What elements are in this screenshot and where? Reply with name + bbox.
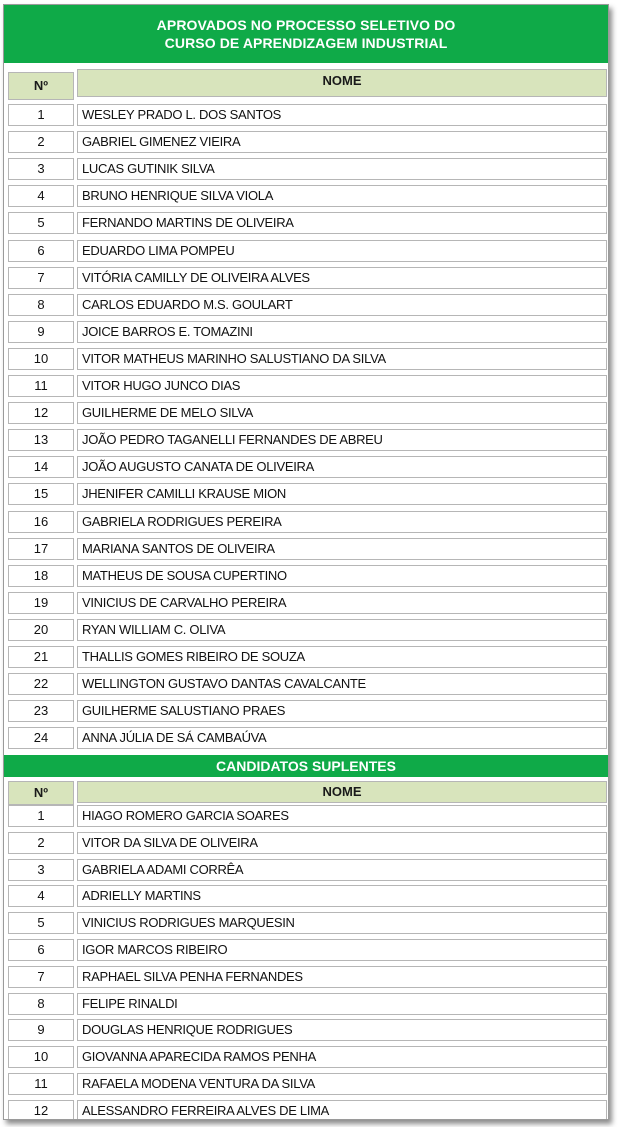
approved-table-row xyxy=(4,346,608,373)
substitutes-row-number: 5 xyxy=(8,912,74,934)
approved-row-number: 21 xyxy=(8,646,74,668)
approved-table-row xyxy=(4,156,608,183)
approved-table-row xyxy=(4,210,608,237)
substitutes-table-row xyxy=(4,830,608,857)
approved-table-row xyxy=(4,590,608,617)
approved-row-name: THALLIS GOMES RIBEIRO DE SOUZA xyxy=(77,646,607,668)
approved-row-name: BRUNO HENRIQUE SILVA VIOLA xyxy=(77,185,607,207)
approved-row-name: JHENIFER CAMILLI KRAUSE MION xyxy=(77,483,607,505)
substitutes-row-name: GABRIELA ADAMI CORRÊA xyxy=(77,859,607,881)
approved-table-row xyxy=(4,102,608,129)
substitutes-row-name: RAPHAEL SILVA PENHA FERNANDES xyxy=(77,966,607,988)
approved-row-number: 16 xyxy=(8,511,74,533)
approved-title-line1: APROVADOS NO PROCESSO SELETIVO DO xyxy=(156,17,456,33)
substitutes-table-row xyxy=(4,1098,608,1120)
substitutes-table-row xyxy=(4,937,608,964)
approved-row-name: WELLINGTON GUSTAVO DANTAS CAVALCANTE xyxy=(77,673,607,695)
substitutes-row-number: 3 xyxy=(8,859,74,881)
approved-row-number: 1 xyxy=(8,104,74,126)
substitutes-row-name: VITOR DA SILVA DE OLIVEIRA xyxy=(77,832,607,854)
approved-row-name: RYAN WILLIAM C. OLIVA xyxy=(77,619,607,641)
substitutes-row-number: 11 xyxy=(8,1073,74,1095)
results-sheet xyxy=(3,4,609,1120)
approved-row-number: 11 xyxy=(8,375,74,397)
approved-row-number: 18 xyxy=(8,565,74,587)
approved-row-name: JOÃO AUGUSTO CANATA DE OLIVEIRA xyxy=(77,456,607,478)
approved-table-row xyxy=(4,319,608,346)
substitutes-col-name-header: NOME xyxy=(77,781,607,803)
approved-row-name: WESLEY PRADO L. DOS SANTOS xyxy=(77,104,607,126)
approved-row-name: GABRIELA RODRIGUES PEREIRA xyxy=(77,511,607,533)
approved-table-row xyxy=(4,563,608,590)
approved-row-number: 24 xyxy=(8,727,74,749)
approved-title-line2: CURSO DE APRENDIZAGEM INDUSTRIAL xyxy=(164,35,448,51)
approved-row-number: 6 xyxy=(8,240,74,262)
approved-row-name: LUCAS GUTINIK SILVA xyxy=(77,158,607,180)
approved-row-name: FERNANDO MARTINS DE OLIVEIRA xyxy=(77,212,607,234)
substitutes-row-number: 9 xyxy=(8,1019,74,1041)
substitutes-row-name: ALESSANDRO FERREIRA ALVES DE LIMA xyxy=(77,1100,607,1120)
approved-row-name: JOÃO PEDRO TAGANELLI FERNANDES DE ABREU xyxy=(77,429,607,451)
substitutes-row-number: 12 xyxy=(8,1100,74,1120)
approved-row-number: 9 xyxy=(8,321,74,343)
approved-row-number: 22 xyxy=(8,673,74,695)
approved-table-row xyxy=(4,698,608,725)
approved-table-row xyxy=(4,671,608,698)
approved-row-name: MATHEUS DE SOUSA CUPERTINO xyxy=(77,565,607,587)
approved-table-row xyxy=(4,725,608,752)
approved-row-number: 17 xyxy=(8,538,74,560)
substitutes-row-name: HIAGO ROMERO GARCIA SOARES xyxy=(77,805,607,827)
approved-table-row xyxy=(4,129,608,156)
substitutes-table-row xyxy=(4,883,608,910)
substitutes-row-name: ADRIELLY MARTINS xyxy=(77,885,607,907)
approved-row-name: CARLOS EDUARDO M.S. GOULART xyxy=(77,294,607,316)
approved-table-row xyxy=(4,509,608,536)
substitutes-table-row xyxy=(4,991,608,1018)
substitutes-header-row xyxy=(4,778,608,805)
substitutes-table-row xyxy=(4,1044,608,1071)
approved-row-number: 15 xyxy=(8,483,74,505)
approved-row-number: 5 xyxy=(8,212,74,234)
approved-col-num-header: Nº xyxy=(8,72,74,100)
substitutes-table-row xyxy=(4,857,608,884)
substitutes-row-name: VINICIUS RODRIGUES MARQUESIN xyxy=(77,912,607,934)
approved-table-row xyxy=(4,292,608,319)
substitutes-row-number: 7 xyxy=(8,966,74,988)
substitutes-table-row xyxy=(4,1071,608,1098)
substitutes-table-row xyxy=(4,803,608,830)
substitutes-table-row xyxy=(4,1017,608,1044)
approved-table-row xyxy=(4,238,608,265)
approved-row-number: 12 xyxy=(8,402,74,424)
approved-row-number: 8 xyxy=(8,294,74,316)
approved-table-row xyxy=(4,265,608,292)
approved-row-name: EDUARDO LIMA POMPEU xyxy=(77,240,607,262)
approved-table-row xyxy=(4,617,608,644)
approved-row-name: GUILHERME DE MELO SILVA xyxy=(77,402,607,424)
substitutes-row-number: 2 xyxy=(8,832,74,854)
approved-table-row xyxy=(4,400,608,427)
approved-row-number: 4 xyxy=(8,185,74,207)
approved-row-name: JOICE BARROS E. TOMAZINI xyxy=(77,321,607,343)
approved-row-number: 10 xyxy=(8,348,74,370)
substitutes-row-number: 4 xyxy=(8,885,74,907)
approved-row-number: 14 xyxy=(8,456,74,478)
substitutes-row-number: 1 xyxy=(8,805,74,827)
approved-table-row xyxy=(4,644,608,671)
approved-row-name: VINICIUS DE CARVALHO PEREIRA xyxy=(77,592,607,614)
approved-table-row xyxy=(4,481,608,508)
approved-row-number: 23 xyxy=(8,700,74,722)
approved-row-number: 13 xyxy=(8,429,74,451)
substitutes-row-number: 6 xyxy=(8,939,74,961)
approved-row-number: 19 xyxy=(8,592,74,614)
approved-table-row xyxy=(4,454,608,481)
approved-table-row xyxy=(4,183,608,210)
substitutes-row-name: IGOR MARCOS RIBEIRO xyxy=(77,939,607,961)
approved-table-row xyxy=(4,373,608,400)
substitutes-row-number: 10 xyxy=(8,1046,74,1068)
approved-title xyxy=(4,5,608,63)
substitutes-title: CANDIDATOS SUPLENTES xyxy=(4,755,608,777)
approved-row-number: 20 xyxy=(8,619,74,641)
approved-row-number: 3 xyxy=(8,158,74,180)
substitutes-row-name: FELIPE RINALDI xyxy=(77,993,607,1015)
substitutes-row-name: DOUGLAS HENRIQUE RODRIGUES xyxy=(77,1019,607,1041)
approved-row-name: VITÓRIA CAMILLY DE OLIVEIRA ALVES xyxy=(77,267,607,289)
approved-table-row xyxy=(4,427,608,454)
approved-row-name: VITOR HUGO JUNCO DIAS xyxy=(77,375,607,397)
approved-table-row xyxy=(4,536,608,563)
substitutes-table-row xyxy=(4,964,608,991)
approved-row-name: GUILHERME SALUSTIANO PRAES xyxy=(77,700,607,722)
approved-row-name: GABRIEL GIMENEZ VIEIRA xyxy=(77,131,607,153)
approved-header-row xyxy=(4,65,608,92)
substitutes-row-name: RAFAELA MODENA VENTURA DA SILVA xyxy=(77,1073,607,1095)
approved-row-name: VITOR MATHEUS MARINHO SALUSTIANO DA SILVA xyxy=(77,348,607,370)
approved-row-number: 7 xyxy=(8,267,74,289)
substitutes-row-number: 8 xyxy=(8,993,74,1015)
approved-row-name: ANNA JÚLIA DE SÁ CAMBAÚVA xyxy=(77,727,607,749)
approved-row-name: MARIANA SANTOS DE OLIVEIRA xyxy=(77,538,607,560)
substitutes-row-name: GIOVANNA APARECIDA RAMOS PENHA xyxy=(77,1046,607,1068)
approved-row-number: 2 xyxy=(8,131,74,153)
substitutes-table-row xyxy=(4,910,608,937)
substitutes-col-num-header: Nº xyxy=(8,781,74,805)
approved-col-name-header: NOME xyxy=(77,69,607,97)
